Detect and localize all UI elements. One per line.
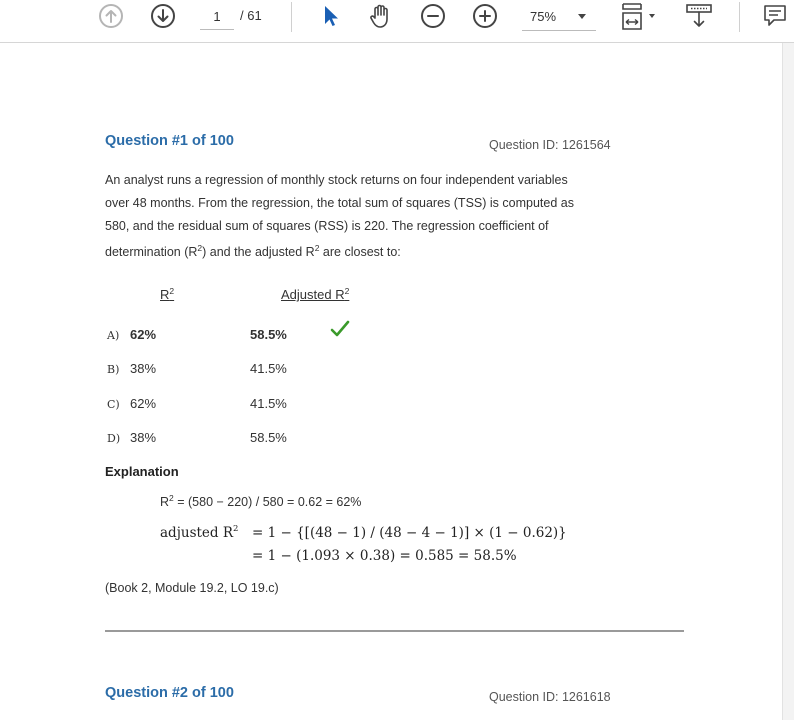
- download-tray-icon: [685, 2, 713, 30]
- question-1-title: Question #1 of 100: [105, 133, 234, 149]
- option-c-r2: 62%: [130, 396, 157, 411]
- page-fit-icon: [619, 1, 659, 31]
- explanation-r2-calc: $R^2 = (580 - 220) / 580 = 0.62 = 62\%$: [160, 493, 362, 509]
- page-number-input[interactable]: [200, 4, 234, 30]
- option-a-r2: 62%: [130, 327, 157, 342]
- column-header-r2: $R^2$: [160, 286, 175, 302]
- question-2-id: Question ID: 1261618: [489, 690, 611, 704]
- option-c-adjusted: 41.5%: [250, 396, 287, 411]
- explanation-adjusted-line-2: = 1 − (1.093 × 0.38) = 0.585 = 58.5%: [252, 548, 517, 564]
- option-d-adjusted: 58.5%: [250, 430, 287, 445]
- option-b-letter: B): [107, 363, 120, 376]
- zoom-in-icon: [472, 3, 498, 29]
- option-d-r2: 38%: [130, 430, 157, 445]
- next-page-button[interactable]: [149, 0, 177, 31]
- stem-line: An analyst runs a regression of monthly stock returns on four independent variables: [105, 173, 568, 187]
- question-2-title: Question #2 of 100: [105, 685, 234, 701]
- explanation-adjusted-line-1: = 1 − {[(48 − 1) / (48 − 4 − 1)] × (1 − 0.62)}: [252, 525, 567, 541]
- option-b-adjusted: 41.5%: [250, 361, 287, 376]
- zoom-out-icon: [420, 3, 446, 29]
- stem-line: over 48 months. From the regression, the total sum of squares (TSS) is computed as: [105, 196, 574, 210]
- stem-line: 580, and the residual sum of squares (RSS) is 220. The regression coefficient of: [105, 219, 549, 233]
- option-c-letter: C): [107, 398, 120, 411]
- document-page: [0, 43, 782, 720]
- stem-line: determination $(R^2)$ and the adjusted $R^2$ are closest to:: [105, 243, 401, 259]
- explanation-adjusted-label: adjusted $R^2$: [160, 524, 239, 541]
- zoom-select[interactable]: [522, 4, 596, 31]
- pdf-toolbar: [0, 0, 794, 43]
- prev-page-button[interactable]: [97, 0, 125, 31]
- option-a-adjusted: 58.5%: [250, 327, 287, 342]
- question-1-stem: [105, 169, 615, 264]
- explanation-title: Explanation: [105, 464, 179, 479]
- comment-button[interactable]: [761, 0, 789, 31]
- page-current: 1: [213, 9, 221, 24]
- toolbar-separator: [739, 2, 740, 32]
- page-total: / 61: [240, 8, 262, 23]
- hand-tool-icon: [367, 2, 395, 30]
- option-a-letter: A): [107, 329, 120, 342]
- toolbar-separator: [291, 2, 292, 32]
- zoom-in-button[interactable]: [471, 0, 499, 31]
- page-fit-button[interactable]: [618, 0, 660, 31]
- zoom-value: 75%: [530, 9, 557, 24]
- option-d-letter: D): [107, 432, 121, 445]
- question-1-reference: (Book 2, Module 19.2, LO 19.c): [105, 581, 279, 595]
- question-divider: [105, 630, 684, 632]
- chevron-down-icon: [578, 14, 586, 19]
- vertical-scrollbar[interactable]: [782, 43, 794, 720]
- column-header-adjusted-r2: Adjusted $R^2$: [281, 286, 350, 302]
- arrow-down-circle-icon: [150, 3, 176, 29]
- arrow-up-circle-icon: [98, 3, 124, 29]
- select-cursor-icon: [321, 4, 341, 28]
- zoom-out-button[interactable]: [419, 0, 447, 31]
- hand-tool-button[interactable]: [366, 0, 396, 31]
- option-b-r2: 38%: [130, 361, 157, 376]
- select-tool-button[interactable]: [318, 0, 344, 31]
- comment-icon: [762, 3, 788, 29]
- correct-check-icon: [330, 320, 350, 338]
- question-1-id: Question ID: 1261564: [489, 138, 611, 152]
- download-button[interactable]: [684, 0, 714, 31]
